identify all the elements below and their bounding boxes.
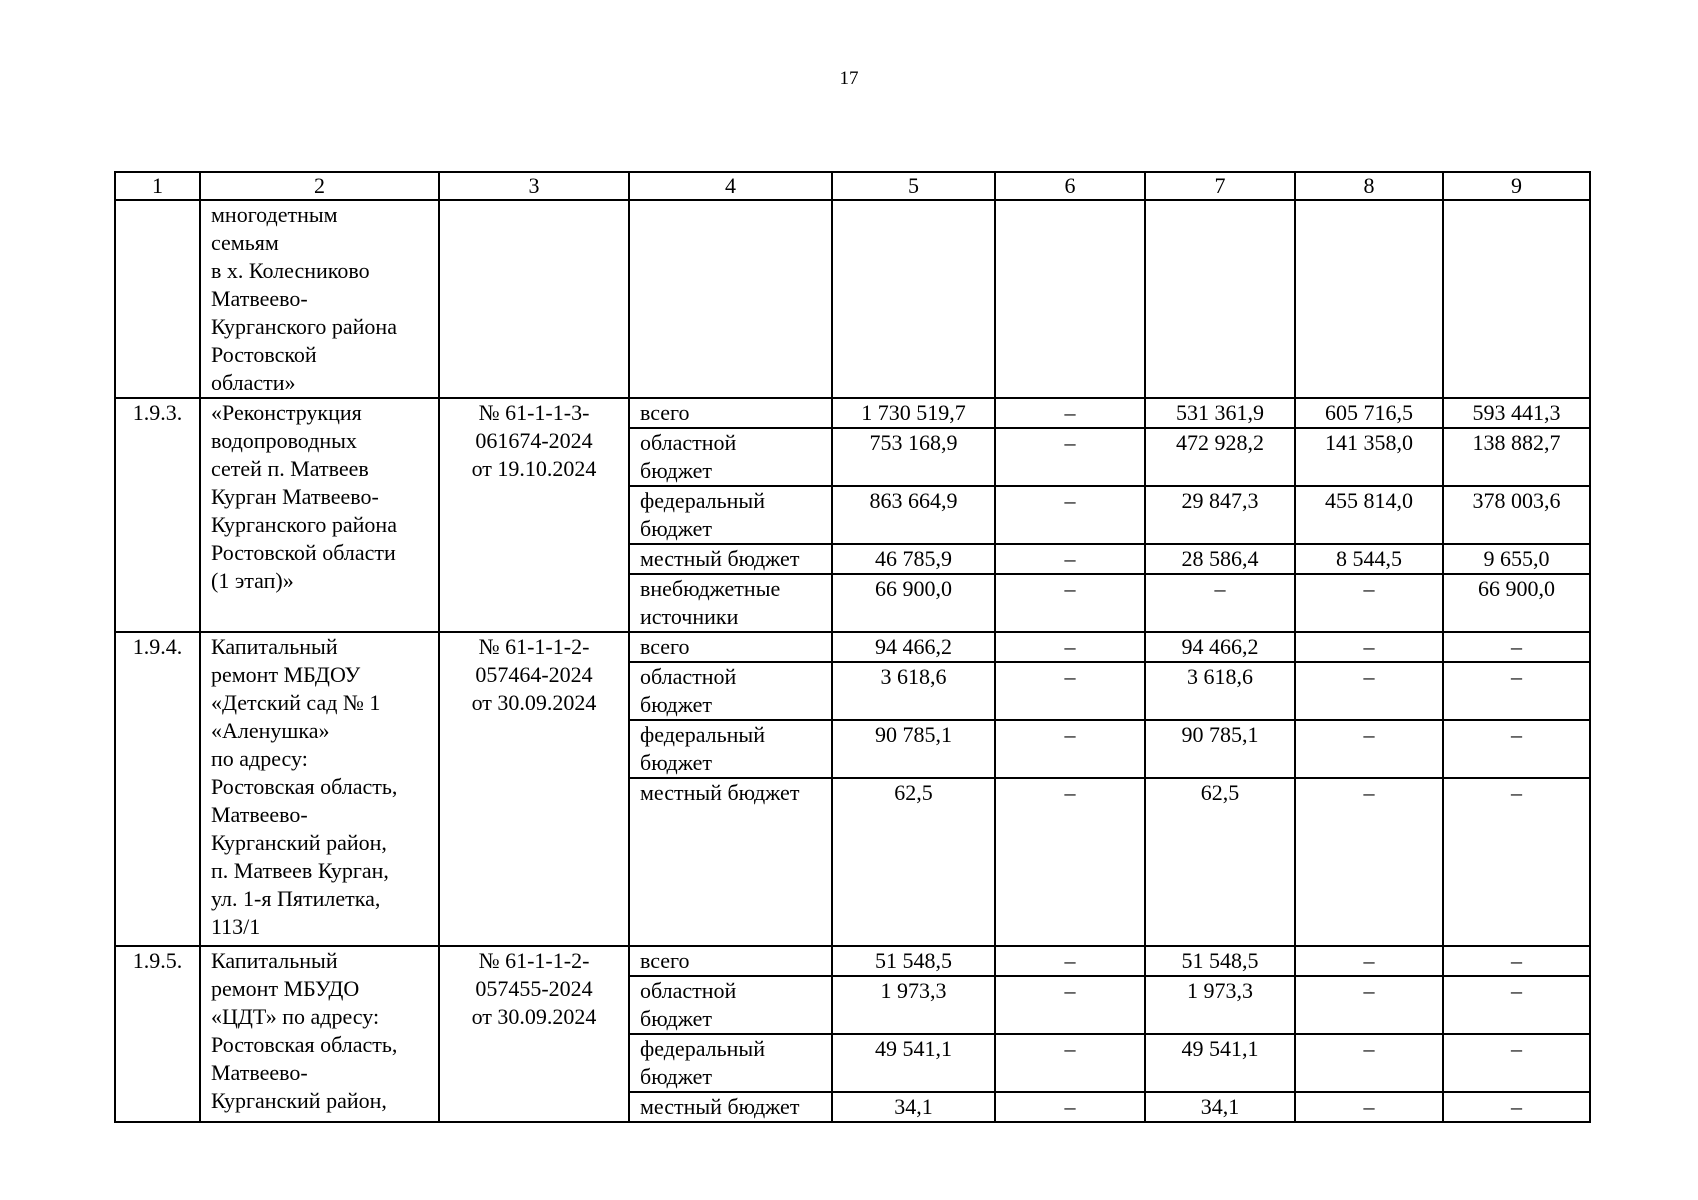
item-name-cell xyxy=(200,398,439,632)
value-cell: – xyxy=(1295,720,1443,778)
value-cell: 34,1 xyxy=(1145,1092,1295,1122)
value-cell: 138 882,7 xyxy=(1443,428,1590,486)
value-cell: – xyxy=(1295,778,1443,946)
value-cell: 3 618,6 xyxy=(1145,662,1295,720)
value-cell: – xyxy=(995,544,1145,574)
funding-source-cell xyxy=(629,632,832,662)
funding-source-text: местный бюджет xyxy=(640,780,800,805)
value-cell: – xyxy=(1443,1034,1590,1092)
value-cell: – xyxy=(1295,574,1443,632)
value-cell: – xyxy=(1295,1034,1443,1092)
funding-source-cell xyxy=(629,428,832,486)
funding-source-text: федеральный бюджет xyxy=(640,722,765,775)
funding-source-text: областной бюджет xyxy=(640,430,737,483)
continuation-row xyxy=(115,200,1590,398)
item-name-text: многодетным семьям в х. Колесниково Матвеево- Курганского района Ростовской области» xyxy=(211,202,397,395)
table-row xyxy=(115,632,1590,662)
registration-cell xyxy=(439,398,629,632)
value-cell: – xyxy=(1443,1092,1590,1122)
item-name-text: Капитальный ремонт МБДОУ «Детский сад № 1 «Аленушка» по адресу: Ростовская область, Матвеево- Курганский район, п. Матвеев Курган, ул. 1-я Пятилетка, 113/1 xyxy=(211,634,398,939)
value-cell: 1 730 519,7 xyxy=(832,398,995,428)
registration-text: № 61-1-1-3- 061674-2024 от 19.10.2024 xyxy=(471,400,597,481)
value-cell: – xyxy=(1295,976,1443,1034)
value-cell: 49 541,1 xyxy=(832,1034,995,1092)
header-cell: 3 xyxy=(439,172,629,200)
funding-source-text: федеральный бюджет xyxy=(640,488,765,541)
item-name-cell xyxy=(200,200,439,398)
value-cell: – xyxy=(1443,662,1590,720)
value-cell: 90 785,1 xyxy=(1145,720,1295,778)
value-cell: 1 973,3 xyxy=(1145,976,1295,1034)
value-cell: – xyxy=(995,632,1145,662)
value-cell: 46 785,9 xyxy=(832,544,995,574)
value-cell: – xyxy=(1295,632,1443,662)
funding-source-cell xyxy=(629,662,832,720)
value-cell: 593 441,3 xyxy=(1443,398,1590,428)
page-number: 17 xyxy=(839,68,859,89)
value-cell: 51 548,5 xyxy=(1145,946,1295,976)
item-name-cell xyxy=(200,632,439,946)
value-cell: – xyxy=(995,720,1145,778)
header-cell: 9 xyxy=(1443,172,1590,200)
funding-source-text: местный бюджет xyxy=(640,1094,800,1119)
registration-cell xyxy=(439,200,629,398)
budget-table xyxy=(114,171,1591,1123)
value-cell: – xyxy=(1295,1092,1443,1122)
header-cell: 4 xyxy=(629,172,832,200)
value-cell: 753 168,9 xyxy=(832,428,995,486)
value-cell: 472 928,2 xyxy=(1145,428,1295,486)
value-cell: – xyxy=(995,662,1145,720)
funding-source-text: внебюджетные источники xyxy=(640,576,781,629)
funding-source-text: федеральный бюджет xyxy=(640,1036,765,1089)
value-cell: – xyxy=(1443,946,1590,976)
header-cell: 2 xyxy=(200,172,439,200)
value-cell: 28 586,4 xyxy=(1145,544,1295,574)
funding-source-cell xyxy=(629,486,832,544)
header-row xyxy=(115,172,1590,200)
header-cell: 1 xyxy=(115,172,200,200)
funding-source-cell xyxy=(629,778,832,946)
value-cell: 605 716,5 xyxy=(1295,398,1443,428)
value-cell: 34,1 xyxy=(832,1092,995,1122)
value-cell: – xyxy=(995,976,1145,1034)
header-cell: 5 xyxy=(832,172,995,200)
value-cell: – xyxy=(1295,946,1443,976)
value-cell: 94 466,2 xyxy=(1145,632,1295,662)
value-cell: – xyxy=(1443,632,1590,662)
value-cell: 3 618,6 xyxy=(832,662,995,720)
value-cell: 8 544,5 xyxy=(1295,544,1443,574)
value-cell: 94 466,2 xyxy=(832,632,995,662)
item-name-text: Капитальный ремонт МБУДО «ЦДТ» по адресу: Ростовская область, Матвеево- Курганский район, xyxy=(211,948,398,1113)
value-cell: – xyxy=(1145,574,1295,632)
value-cell: 62,5 xyxy=(832,778,995,946)
value-cell: – xyxy=(995,428,1145,486)
value-cell: – xyxy=(995,486,1145,544)
registration-cell xyxy=(439,632,629,946)
item-name-text: «Реконструкция водопроводных сетей п. Матвеев Курган Матвеево- Курганского района Ростовской области (1 этап)» xyxy=(211,400,397,593)
value-cell: – xyxy=(995,574,1145,632)
value-cell: – xyxy=(995,1034,1145,1092)
value-cell: 66 900,0 xyxy=(1443,574,1590,632)
value-cell: 141 358,0 xyxy=(1295,428,1443,486)
item-number-cell: 1.9.3. xyxy=(115,398,200,632)
value-cell: 9 655,0 xyxy=(1443,544,1590,574)
table-row xyxy=(115,398,1590,428)
funding-source-cell xyxy=(629,398,832,428)
value-cell: – xyxy=(1443,778,1590,946)
item-number-cell xyxy=(115,200,200,398)
funding-source-cell xyxy=(629,946,832,976)
value-cell: – xyxy=(995,778,1145,946)
registration-text: № 61-1-1-2- 057464-2024 от 30.09.2024 xyxy=(471,634,597,715)
funding-source-cell xyxy=(629,1092,832,1122)
item-number-cell: 1.9.4. xyxy=(115,632,200,946)
item-name-cell xyxy=(200,946,439,1122)
item-number-cell: 1.9.5. xyxy=(115,946,200,1122)
registration-cell xyxy=(439,946,629,1122)
funding-source-text: всего xyxy=(640,634,690,659)
funding-source-text: областной бюджет xyxy=(640,978,737,1031)
value-cell: – xyxy=(1443,976,1590,1034)
funding-source-text: всего xyxy=(640,400,690,425)
value-cell xyxy=(1295,200,1443,398)
value-cell: 29 847,3 xyxy=(1145,486,1295,544)
funding-source-text: всего xyxy=(640,948,690,973)
funding-source-text: областной бюджет xyxy=(640,664,737,717)
funding-source-cell xyxy=(629,1034,832,1092)
value-cell xyxy=(832,200,995,398)
funding-source-text: местный бюджет xyxy=(640,546,800,571)
value-cell: 863 664,9 xyxy=(832,486,995,544)
value-cell xyxy=(1443,200,1590,398)
value-cell: 49 541,1 xyxy=(1145,1034,1295,1092)
value-cell: 90 785,1 xyxy=(832,720,995,778)
funding-source-cell xyxy=(629,544,832,574)
header-cell: 6 xyxy=(995,172,1145,200)
funding-source-cell xyxy=(629,976,832,1034)
value-cell: 531 361,9 xyxy=(1145,398,1295,428)
header-cell: 8 xyxy=(1295,172,1443,200)
value-cell: 455 814,0 xyxy=(1295,486,1443,544)
value-cell xyxy=(995,200,1145,398)
funding-source-cell xyxy=(629,720,832,778)
value-cell: – xyxy=(995,1092,1145,1122)
value-cell xyxy=(1145,200,1295,398)
value-cell: 66 900,0 xyxy=(832,574,995,632)
funding-source-cell xyxy=(629,200,832,398)
funding-source-cell xyxy=(629,574,832,632)
registration-text: № 61-1-1-2- 057455-2024 от 30.09.2024 xyxy=(471,948,597,1029)
value-cell: 51 548,5 xyxy=(832,946,995,976)
value-cell: 1 973,3 xyxy=(832,976,995,1034)
header-cell: 7 xyxy=(1145,172,1295,200)
value-cell: 378 003,6 xyxy=(1443,486,1590,544)
value-cell: – xyxy=(1443,720,1590,778)
value-cell: – xyxy=(995,946,1145,976)
value-cell: 62,5 xyxy=(1145,778,1295,946)
value-cell: – xyxy=(995,398,1145,428)
value-cell: – xyxy=(1295,662,1443,720)
table-row xyxy=(115,946,1590,976)
